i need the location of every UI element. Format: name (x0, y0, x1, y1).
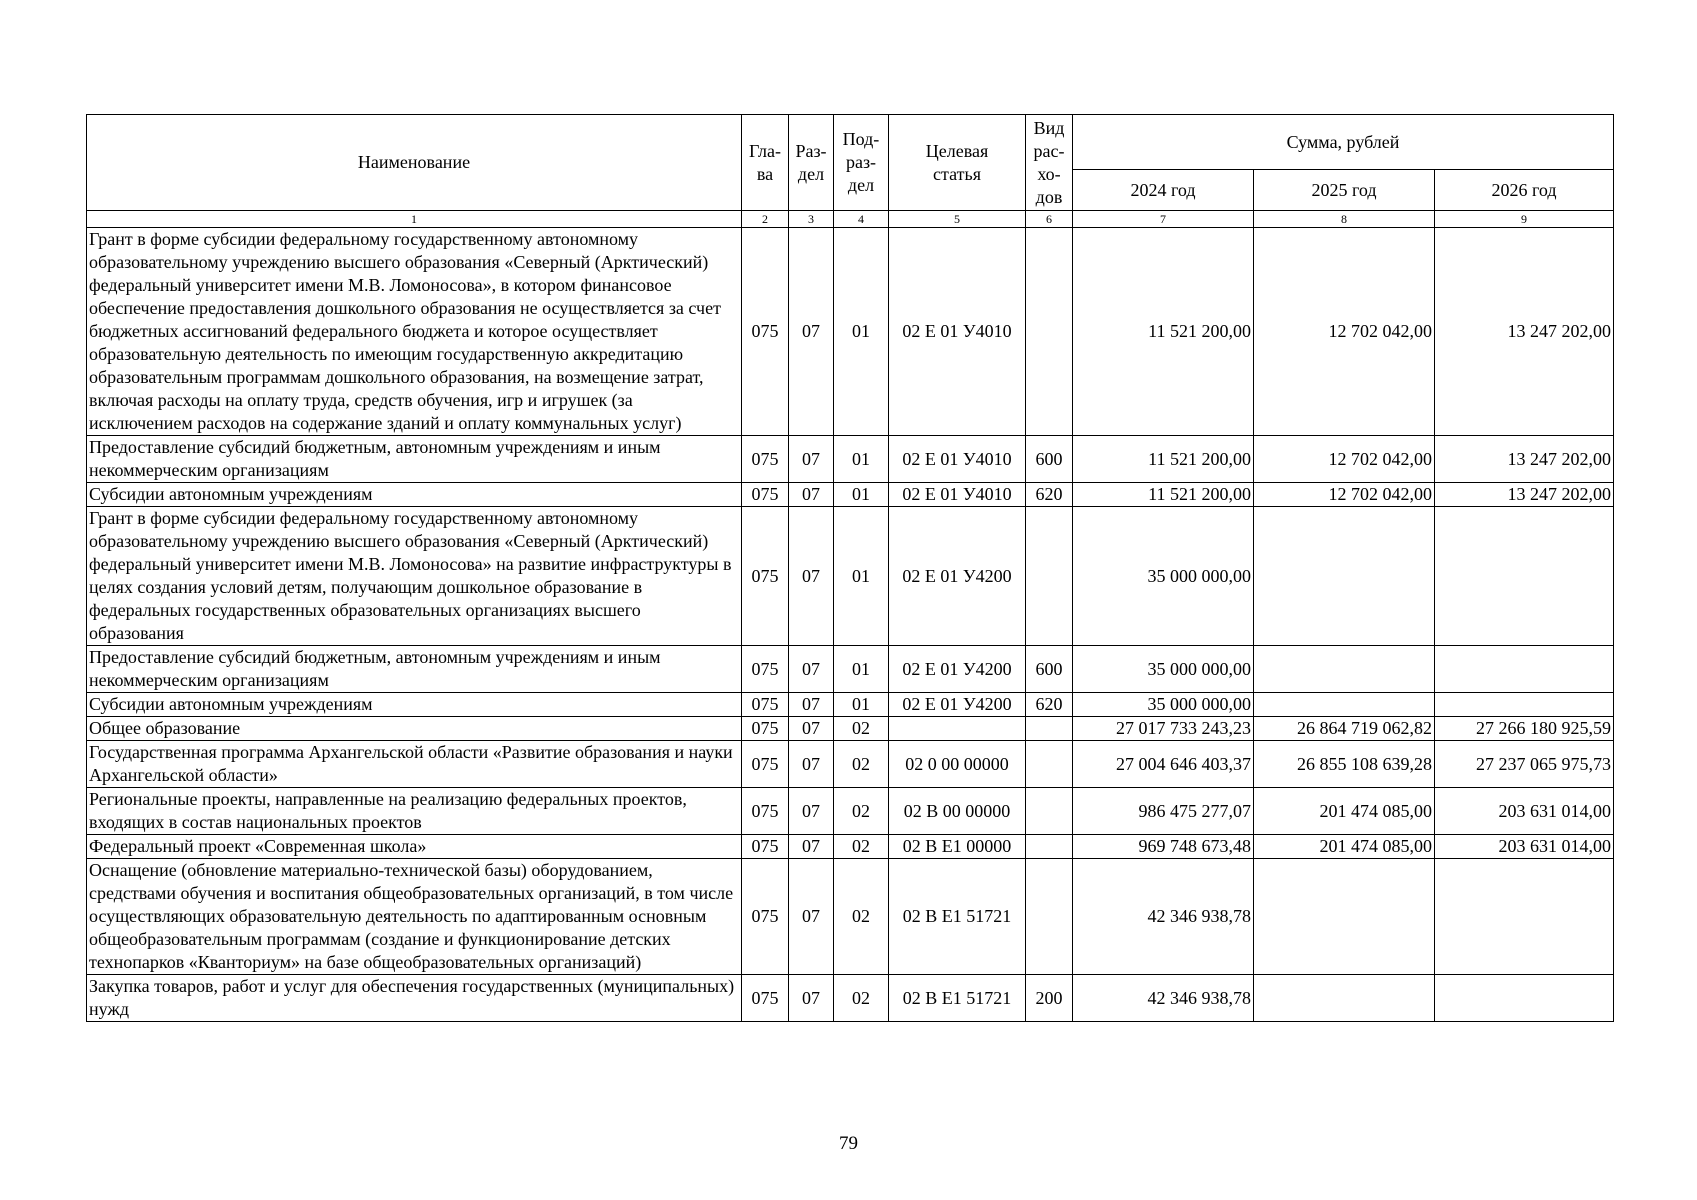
row-sum-2025 (1254, 693, 1435, 717)
table-row (87, 788, 1614, 835)
row-razdel: 07 (789, 975, 834, 1022)
row-celevaya: 02 В 00 00000 (889, 788, 1026, 835)
row-sum-2026: 13 247 202,00 (1435, 436, 1614, 483)
row-celevaya: 02 В Е1 51721 (889, 975, 1026, 1022)
row-sum-2026: 13 247 202,00 (1435, 228, 1614, 436)
row-sum-2025: 201 474 085,00 (1254, 788, 1435, 835)
row-podrazdel: 01 (834, 646, 889, 693)
row-podrazdel: 01 (834, 436, 889, 483)
row-glava: 075 (742, 507, 789, 646)
row-podrazdel: 02 (834, 835, 889, 859)
header-podrazdel: Под- раз- дел (834, 115, 889, 211)
row-razdel: 07 (789, 507, 834, 646)
row-glava: 075 (742, 741, 789, 788)
row-glava: 075 (742, 859, 789, 975)
row-sum-2026: 203 631 014,00 (1435, 788, 1614, 835)
row-sum-2025: 26 855 108 639,28 (1254, 741, 1435, 788)
row-sum-2024: 11 521 200,00 (1073, 228, 1254, 436)
row-sum-2024: 35 000 000,00 (1073, 646, 1254, 693)
row-name: Грант в форме субсидии федеральному государственному автономному образовательному учреждению высшего образования «Северный (Арктический) федеральный университет имени М.В. Ломоносова» на развитие инфраструктуры в целях создания условий детям, получающим дошкольное образование в федеральных государственных образовательных организациях высшего образования (87, 507, 742, 646)
row-podrazdel: 02 (834, 975, 889, 1022)
table-row (87, 228, 1614, 436)
column-number: 1 (87, 211, 742, 228)
row-podrazdel: 02 (834, 717, 889, 741)
row-sum-2026: 203 631 014,00 (1435, 835, 1614, 859)
row-glava: 075 (742, 717, 789, 741)
row-glava: 075 (742, 835, 789, 859)
header-2026: 2026 год (1435, 170, 1614, 211)
row-name: Предоставление субсидий бюджетным, автономным учреждениям и иным некоммерческим организациям (87, 646, 742, 693)
row-vid (1026, 507, 1073, 646)
row-vid: 600 (1026, 646, 1073, 693)
row-sum-2025: 12 702 042,00 (1254, 483, 1435, 507)
row-sum-2026 (1435, 975, 1614, 1022)
row-podrazdel: 02 (834, 741, 889, 788)
row-razdel: 07 (789, 646, 834, 693)
row-podrazdel: 01 (834, 507, 889, 646)
row-sum-2024: 42 346 938,78 (1073, 975, 1254, 1022)
column-number: 8 (1254, 211, 1435, 228)
row-razdel: 07 (789, 859, 834, 975)
table-row (87, 646, 1614, 693)
row-name: Субсидии автономным учреждениям (87, 483, 742, 507)
budget-table (86, 114, 1614, 1022)
table-row (87, 717, 1614, 741)
table-row (87, 507, 1614, 646)
row-celevaya (889, 717, 1026, 741)
row-razdel: 07 (789, 436, 834, 483)
column-number: 4 (834, 211, 889, 228)
row-sum-2026: 27 266 180 925,59 (1435, 717, 1614, 741)
table-row (87, 835, 1614, 859)
row-name: Субсидии автономным учреждениям (87, 693, 742, 717)
row-celevaya: 02 Е 01 У4010 (889, 228, 1026, 436)
row-name: Государственная программа Архангельской области «Развитие образования и науки Архангельской области» (87, 741, 742, 788)
row-name: Общее образование (87, 717, 742, 741)
row-name: Региональные проекты, направленные на реализацию федеральных проектов, входящих в состав национальных проектов (87, 788, 742, 835)
row-sum-2024: 969 748 673,48 (1073, 835, 1254, 859)
column-number: 3 (789, 211, 834, 228)
table-row (87, 975, 1614, 1022)
row-name: Предоставление субсидий бюджетным, автономным учреждениям и иным некоммерческим организациям (87, 436, 742, 483)
row-razdel: 07 (789, 228, 834, 436)
row-razdel: 07 (789, 835, 834, 859)
row-sum-2024: 27 004 646 403,37 (1073, 741, 1254, 788)
row-sum-2025 (1254, 859, 1435, 975)
row-sum-2024: 42 346 938,78 (1073, 859, 1254, 975)
row-sum-2026 (1435, 693, 1614, 717)
row-vid (1026, 788, 1073, 835)
row-sum-2026 (1435, 646, 1614, 693)
page-number: 79 (839, 1133, 858, 1154)
row-podrazdel: 01 (834, 693, 889, 717)
row-glava: 075 (742, 693, 789, 717)
header-2025: 2025 год (1254, 170, 1435, 211)
row-sum-2024: 35 000 000,00 (1073, 507, 1254, 646)
row-vid (1026, 835, 1073, 859)
header-row (87, 115, 1614, 170)
row-celevaya: 02 Е 01 У4200 (889, 646, 1026, 693)
row-sum-2025: 12 702 042,00 (1254, 228, 1435, 436)
row-celevaya: 02 Е 01 У4010 (889, 483, 1026, 507)
row-name: Закупка товаров, работ и услуг для обеспечения государственных (муниципальных) нужд (87, 975, 742, 1022)
row-sum-2026: 13 247 202,00 (1435, 483, 1614, 507)
row-razdel: 07 (789, 693, 834, 717)
row-glava: 075 (742, 483, 789, 507)
row-vid: 620 (1026, 483, 1073, 507)
row-name: Грант в форме субсидии федеральному государственному автономному образовательному учреждению высшего образования «Северный (Арктический) федеральный университет имени М.В. Ломоносова», в котором финансовое обеспечение предоставления дошкольного образования не осуществляется за счет бюджетных ассигнований федерального бюджета и которое осуществляет образовательную деятельность по имеющим государственную аккредитацию образовательным программам дошкольного образования, на возмещение затрат, включая расходы на оплату труда, средств обучения, игр и игрушек (за исключением расходов на содержание зданий и оплату коммунальных услуг) (87, 228, 742, 436)
row-vid (1026, 741, 1073, 788)
row-podrazdel: 02 (834, 859, 889, 975)
column-numbers-row (87, 211, 1614, 228)
column-number: 7 (1073, 211, 1254, 228)
column-number: 9 (1435, 211, 1614, 228)
row-podrazdel: 01 (834, 483, 889, 507)
row-razdel: 07 (789, 717, 834, 741)
row-sum-2026 (1435, 859, 1614, 975)
row-celevaya: 02 Е 01 У4200 (889, 693, 1026, 717)
row-glava: 075 (742, 646, 789, 693)
row-podrazdel: 01 (834, 228, 889, 436)
row-celevaya: 02 В Е1 00000 (889, 835, 1026, 859)
row-glava: 075 (742, 975, 789, 1022)
row-sum-2025 (1254, 975, 1435, 1022)
row-sum-2025: 201 474 085,00 (1254, 835, 1435, 859)
row-sum-2025 (1254, 646, 1435, 693)
table-row (87, 483, 1614, 507)
row-celevaya: 02 Е 01 У4010 (889, 436, 1026, 483)
row-glava: 075 (742, 788, 789, 835)
row-razdel: 07 (789, 741, 834, 788)
header-glava: Гла- ва (742, 115, 789, 211)
row-vid (1026, 228, 1073, 436)
table-row (87, 436, 1614, 483)
header-2024: 2024 год (1073, 170, 1254, 211)
row-name: Оснащение (обновление материально-технической базы) оборудованием, средствами обучения и воспитания общеобразовательных организаций, в том числе осуществляющих образовательную деятельность по адаптированным основным общеобразовательным программам (создание и функционирование детских технопарков «Кванториум» на базе общеобразовательных организаций) (87, 859, 742, 975)
row-glava: 075 (742, 228, 789, 436)
header-vid: Вид рас- хо- дов (1026, 115, 1073, 211)
row-name: Федеральный проект «Современная школа» (87, 835, 742, 859)
row-sum-2024: 35 000 000,00 (1073, 693, 1254, 717)
row-sum-2024: 27 017 733 243,23 (1073, 717, 1254, 741)
row-vid: 620 (1026, 693, 1073, 717)
row-celevaya: 02 0 00 00000 (889, 741, 1026, 788)
row-sum-2026 (1435, 507, 1614, 646)
row-glava: 075 (742, 436, 789, 483)
header-name: Наименование (87, 115, 742, 211)
column-number: 2 (742, 211, 789, 228)
header-razdel: Раз- дел (789, 115, 834, 211)
row-vid: 200 (1026, 975, 1073, 1022)
row-razdel: 07 (789, 483, 834, 507)
row-celevaya: 02 Е 01 У4200 (889, 507, 1026, 646)
table-row (87, 859, 1614, 975)
table-row (87, 741, 1614, 788)
column-number: 5 (889, 211, 1026, 228)
row-sum-2024: 11 521 200,00 (1073, 436, 1254, 483)
row-sum-2024: 986 475 277,07 (1073, 788, 1254, 835)
row-vid (1026, 717, 1073, 741)
row-celevaya: 02 В Е1 51721 (889, 859, 1026, 975)
row-sum-2024: 11 521 200,00 (1073, 483, 1254, 507)
row-sum-2025: 26 864 719 062,82 (1254, 717, 1435, 741)
row-vid (1026, 859, 1073, 975)
header-summa: Сумма, рублей (1073, 115, 1614, 170)
row-sum-2025: 12 702 042,00 (1254, 436, 1435, 483)
header-celevaya: Целевая статья (889, 115, 1026, 211)
row-podrazdel: 02 (834, 788, 889, 835)
row-sum-2025 (1254, 507, 1435, 646)
column-number: 6 (1026, 211, 1073, 228)
table-row (87, 693, 1614, 717)
row-vid: 600 (1026, 436, 1073, 483)
row-razdel: 07 (789, 788, 834, 835)
row-sum-2026: 27 237 065 975,73 (1435, 741, 1614, 788)
